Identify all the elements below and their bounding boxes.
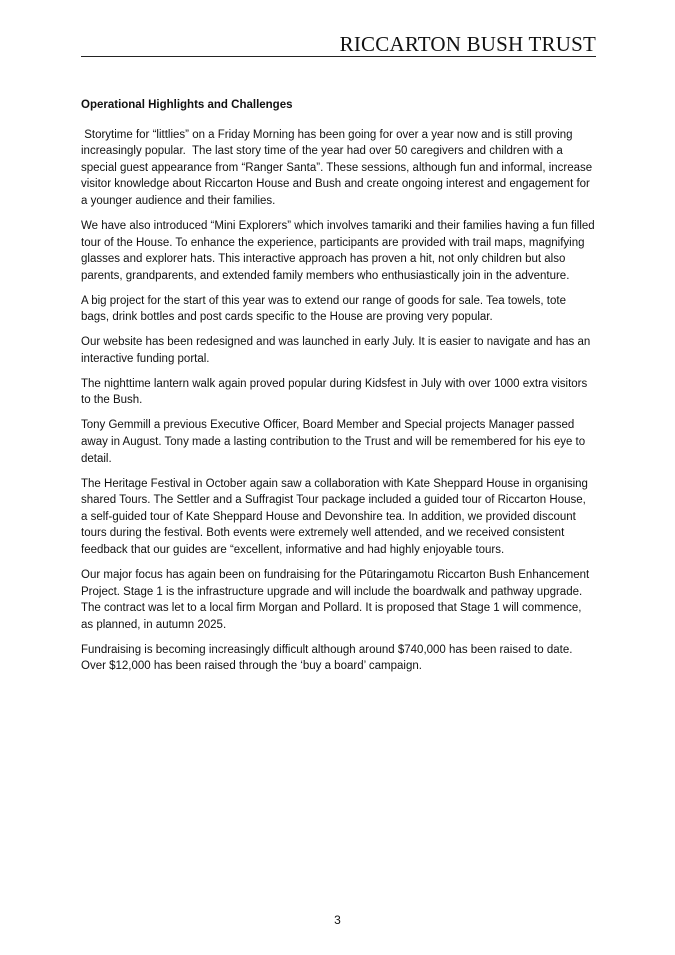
paragraph-fundraising: Fundraising is becoming increasingly difficult although around $740,000 has been raised to date. Over $12,000 has been raised through the ‘buy a board’ campaign. [81,643,573,673]
paragraph-mini-explorers: We have also introduced “Mini Explorers” which involves tamariki and their families having a fun filled tour of the House. To enhance the experience, participants are provided with trail maps, magnifying glasses and explorer hats. This interactive approach has proven a hit, not only children but also parents, grandparents, and extended family members who enthusiastically join in the adventure. [81,219,595,282]
header-rule [81,56,596,57]
document-body [81,97,595,683]
paragraph-enhancement-project: Our major focus has again been on fundraising for the Pūtaringamotu Riccarton Bush Enhancement Project. Stage 1 is the infrastructure upgrade and will include the boardwalk and pathway upgrade. The contract was let to a local firm Morgan and Pollard. It is proposed that Stage 1 will commence, as planned, in autumn 2025. [81,568,590,631]
paragraph-website: Our website has been redesigned and was launched in early July. It is easier to navigate and has an interactive funding portal. [81,336,591,365]
paragraph-goods-for-sale: A big project for the start of this year was to extend our range of goods for sale. Tea towels, tote bags, drink bottles and post cards specific to the House are proving very popular. [81,294,566,324]
paragraph-storytime: Storytime for “littlies” on a Friday Morning has been going for over a year now and is still proving increasingly popular. The last story time of the year had over 50 caregivers and children with a special guest appearance from “Ranger Santa”. These sessions, although fun and informal, increase visitor knowledge about Riccarton House and Bush and create ongoing interest and engagement for a younger audience and their families. [81,128,596,207]
paragraph-lantern-walk: The nighttime lantern walk again proved popular during Kidsfest in July with over 1000 extra visitors to the Bush. [81,377,588,407]
page-header [81,32,596,58]
page-number: 3 [334,913,341,927]
section-heading: Operational Highlights and Challenges [81,99,293,111]
paragraph-heritage-festival: The Heritage Festival in October again saw a collaboration with Kate Sheppard House in organising shared Tours. The Settler and a Suffragist Tour package included a guided tour of Riccarton House, a self-guided tour of Kate Sheppard House and Devonshire tea. In addition, we provided discount tours during the festival. Both events were extremely well attended, and we received consistent feedback that our guides are “excellent, informative and had highly enjoyable tours. [81,477,588,556]
organization-name: RICCARTON BUSH TRUST [339,32,596,56]
paragraph-tony-gemmill: Tony Gemmill a previous Executive Officer, Board Member and Special projects Manager passed away in August. Tony made a lasting contribution to the Trust and will be remembered for his eye to detail. [81,419,586,465]
